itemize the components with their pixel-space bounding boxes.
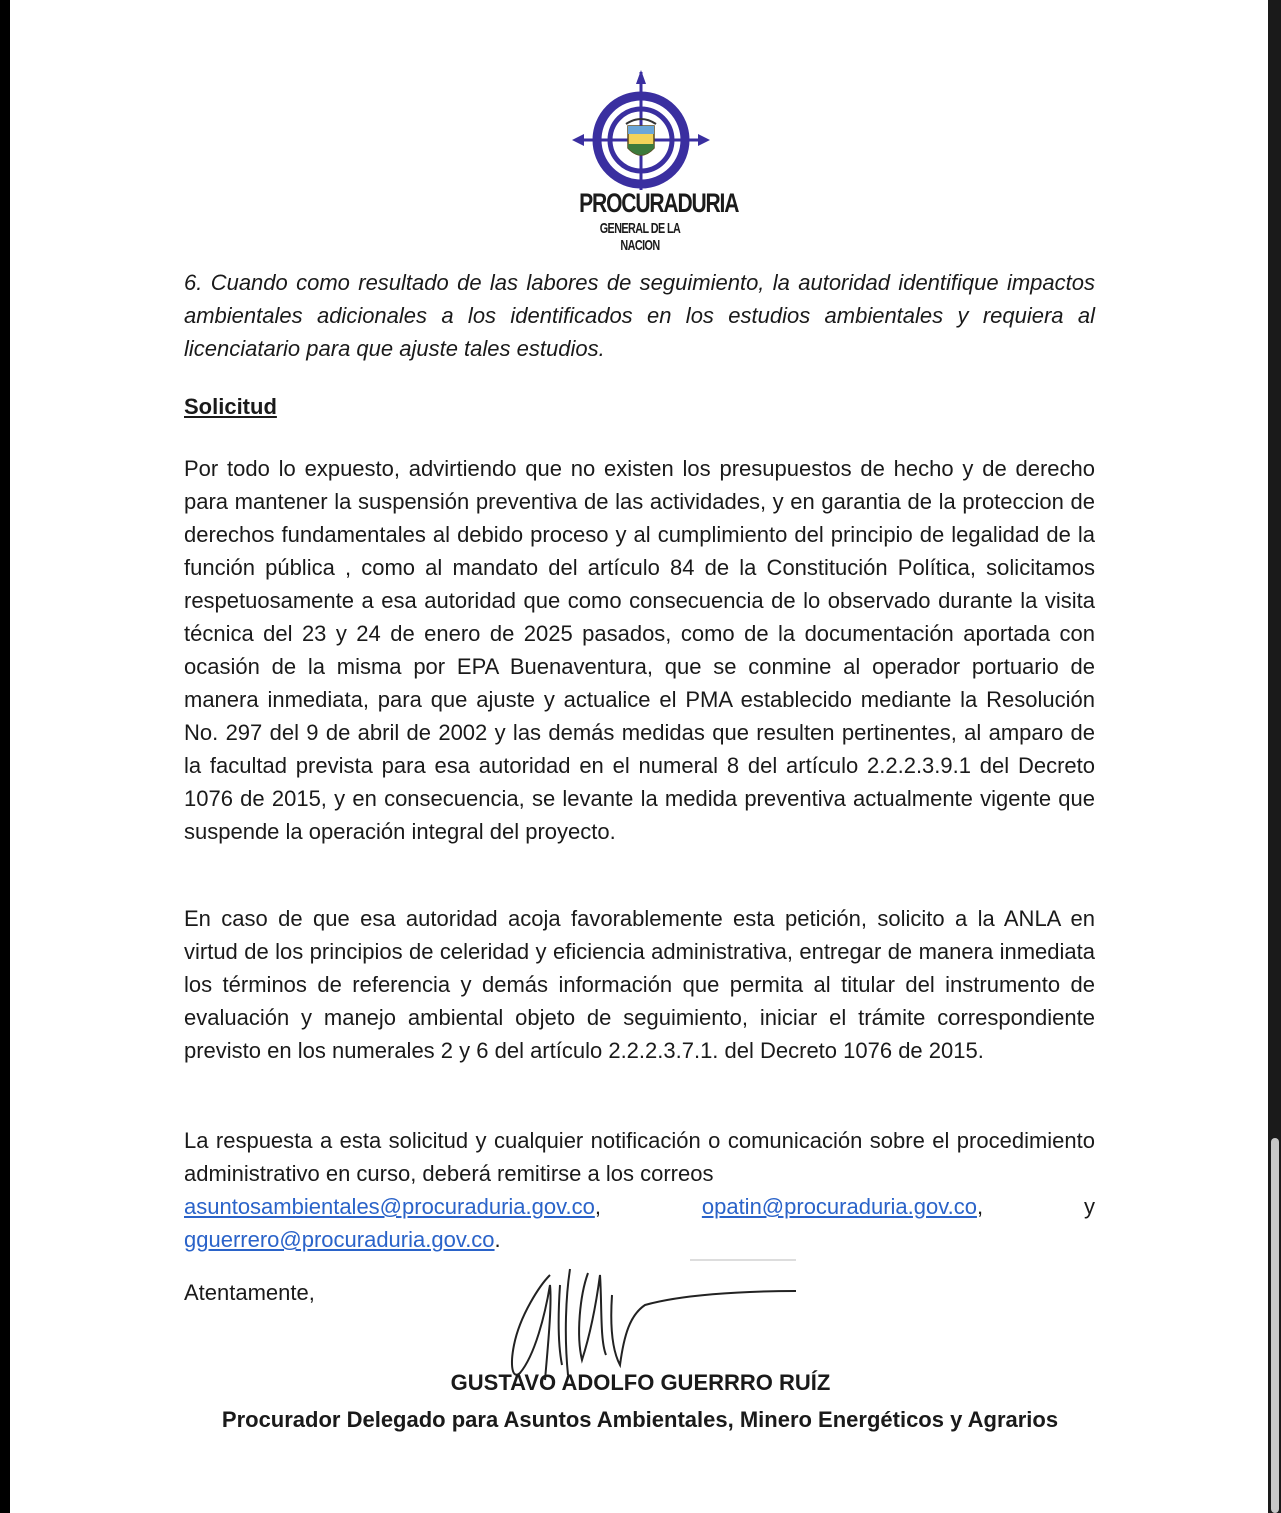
closing-salutation: Atentamente, xyxy=(184,1280,315,1305)
email-link-asuntos[interactable]: asuntosambientales@procuraduria.gov.co xyxy=(184,1194,595,1219)
email-link-gguerrero[interactable]: gguerrero@procuraduria.gov.co xyxy=(184,1227,495,1252)
email-end: . xyxy=(494,1227,501,1252)
email-separator: , xyxy=(976,1194,984,1219)
paragraph-item-6: 6. Cuando como resultado de las labores de seguimiento, la autoridad identifique impactos ambientales adicionales a los identificados en los estudios ambientales y requiera al licenciatario para que ajuste tales estudios. xyxy=(184,270,1095,361)
email-conjunction: y xyxy=(1083,1194,1095,1219)
paragraph-contact xyxy=(184,1124,1095,1256)
email-row-last xyxy=(184,1223,1095,1256)
email-row xyxy=(184,1190,1095,1223)
signer-name: GUSTAVO ADOLFO GUERRRO RUÍZ xyxy=(450,1370,831,1395)
contact-intro: La respuesta a esta solicitud y cualquier notificación o comunicación sobre el procedimiento administrativo en curso, deberá remitirse a los correos xyxy=(184,1128,1095,1186)
paragraph-solicitud: Por todo lo expuesto, advirtiendo que no existen los presupuestos de hecho y de derecho para mantener la suspensión preventiva de las actividades, y en garantia de la proteccion de derechos fundamentales al debido proceso y al cumplimiento del principio de legalidad de la función pública , como al mandato del artículo 84 de la Constitución Política, solicitamos respetuosamente a esa autoridad que como consecuencia de lo observado durante la visita técnica del 23 y 24 de enero de 2025 pasados, como de la documentación aportada con ocasión de la misma por EPA Buenaventura, que se conmine al operador portuario de manera inmediata, para que ajuste y actualice el PMA establecido mediante la Resolución No. 297 del 9 de abril de 2002 y las demás medidas que resulten pertinentes, al amparo de la facultad prevista para esa autoridad en el numeral 8 del artículo 2.2.2.3.9.1 del Decreto 1076 de 2015, y en consecuencia, se levante la medida preventiva actualmente vigente que suspende la operación integral del proyecto. xyxy=(184,456,1095,844)
scrollbar-thumb[interactable] xyxy=(1271,1138,1279,1513)
logo-text-procuraduria: PROCURADURIA xyxy=(579,188,739,218)
logo-text-general: GENERAL DE LA NACION xyxy=(599,220,681,254)
section-heading-solicitud: Solicitud xyxy=(184,394,277,419)
email-separator: , xyxy=(594,1194,601,1219)
email-link-opatin[interactable]: opatin@procuraduria.gov.co xyxy=(701,1194,977,1219)
paragraph-anla: En caso de que esa autoridad acoja favorablemente esta petición, solicito a la ANLA en virtud de los principios de celeridad y eficiencia administrativa, entregar de manera inmediata los términos de referencia y demás información que permita al titular del instrumento de evaluación y manejo ambiental objeto de seguimiento, iniciar el trámite correspondiente previsto en los numerales 2 y 6 del artículo 2.2.2.3.7.1. del Decreto 1076 de 2015. xyxy=(184,906,1095,1063)
signer-title: Procurador Delegado para Asuntos Ambientales, Minero Energéticos y Agrarios xyxy=(221,1407,1059,1432)
